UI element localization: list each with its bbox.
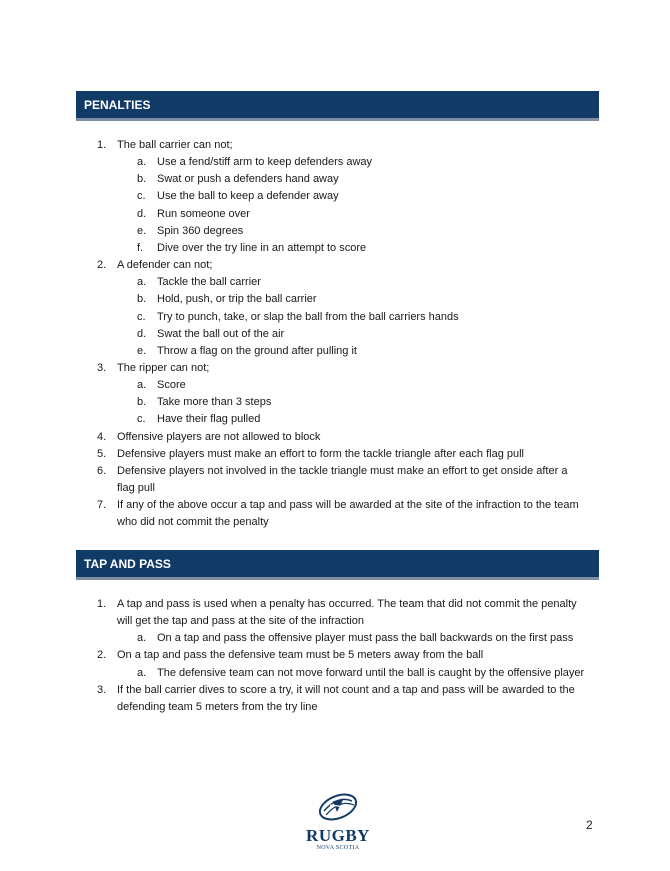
sub-item-text: Dive over the try line in an attempt to score xyxy=(157,241,367,254)
item-number: 1. xyxy=(97,139,107,151)
sub-item-text: Take more than 3 steps xyxy=(157,396,272,409)
sub-item-text: Use the ball to keep a defender away xyxy=(157,190,339,203)
item-text: Defensive players not involved in the tackle triangle must make an effort to get onside after a xyxy=(117,464,568,477)
item-text-continued: defending team 5 meters from the try line xyxy=(117,700,318,713)
item-number: 2. xyxy=(97,649,107,662)
sub-item-letter: f. xyxy=(137,241,144,254)
sub-item-letter: b. xyxy=(137,396,147,409)
item-number: 6. xyxy=(97,464,107,477)
sub-item-letter: c. xyxy=(137,190,146,203)
item-text: On a tap and pass the defensive team must be 5 meters away from the ball xyxy=(117,649,484,662)
sub-item-text: Use a fend/stiff arm to keep defenders away xyxy=(157,156,373,169)
sub-item-text: On a tap and pass the offensive player must pass the ball backwards on the first pass xyxy=(157,632,574,645)
sub-item-letter: b. xyxy=(137,173,147,186)
item-number: 3. xyxy=(97,683,107,696)
section-title: PENALTIES xyxy=(84,97,151,112)
item-text: The ball carrier can not; xyxy=(117,139,233,151)
item-text-continued: will get the tap and pass at the site of the infraction xyxy=(117,615,365,628)
item-text: If the ball carrier dives to score a try, it will not count and a tap and pass will be awarded to the xyxy=(117,683,575,696)
item-text-continued: flag pull xyxy=(117,482,155,494)
sub-item-text: Run someone over xyxy=(157,207,250,220)
sub-item-letter: e. xyxy=(137,224,147,237)
sub-item-letter: d. xyxy=(137,327,147,340)
sub-item-letter: a. xyxy=(137,632,147,645)
item-text: The ripper can not; xyxy=(117,361,210,374)
item-text: If any of the above occur a tap and pass will be awarded at the site of the infraction to the team xyxy=(117,499,579,512)
logo-subtitle: NOVA SCOTIA xyxy=(316,845,360,851)
sub-item-text: Score xyxy=(157,379,186,392)
sub-item-text: The defensive team can not move forward until the ball is caught by the offensive player xyxy=(157,666,585,679)
item-number: 4. xyxy=(97,430,107,443)
sub-item-letter: e. xyxy=(137,344,147,357)
sub-item-text: Throw a flag on the ground after pulling it xyxy=(157,344,357,357)
item-text-continued: who did not commit the penalty xyxy=(117,516,269,529)
item-number: 5. xyxy=(97,447,107,460)
sub-item-letter: a. xyxy=(137,276,147,289)
section-header-penalties xyxy=(76,91,599,121)
sub-item-letter: a. xyxy=(137,666,147,679)
sub-item-text: Have their flag pulled xyxy=(157,413,261,426)
sub-item-letter: c. xyxy=(137,413,146,426)
item-number: 1. xyxy=(97,598,107,610)
logo-wordmark: RUGBY xyxy=(306,826,370,845)
sub-item-letter: a. xyxy=(137,156,147,169)
item-number: 2. xyxy=(97,259,107,272)
sub-item-text: Try to punch, take, or slap the ball from the ball carriers hands xyxy=(157,310,459,323)
item-text: Offensive players are not allowed to block xyxy=(117,430,321,443)
page-number: 2 xyxy=(586,818,593,832)
sub-item-text: Tackle the ball carrier xyxy=(157,276,261,289)
sub-item-text: Swat the ball out of the air xyxy=(157,327,285,340)
sub-item-text: Spin 360 degrees xyxy=(157,224,244,237)
item-text: Defensive players must make an effort to form the tackle triangle after each flag pull xyxy=(117,447,524,460)
sub-item-text: Swat or push a defenders hand away xyxy=(157,173,339,186)
section-header-tap-and-pass xyxy=(76,550,599,580)
item-number: 7. xyxy=(97,499,107,512)
item-text: A tap and pass is used when a penalty has occurred. The team that did not commit the penalty xyxy=(117,598,577,610)
sub-item-letter: a. xyxy=(137,379,147,392)
sub-item-letter: c. xyxy=(137,310,146,323)
item-number: 3. xyxy=(97,361,107,374)
item-text: A defender can not; xyxy=(117,259,213,272)
sub-item-letter: d. xyxy=(137,207,147,220)
section-title: TAP AND PASS xyxy=(84,556,171,571)
sub-item-text: Hold, push, or trip the ball carrier xyxy=(157,293,317,306)
sub-item-letter: b. xyxy=(137,293,147,306)
